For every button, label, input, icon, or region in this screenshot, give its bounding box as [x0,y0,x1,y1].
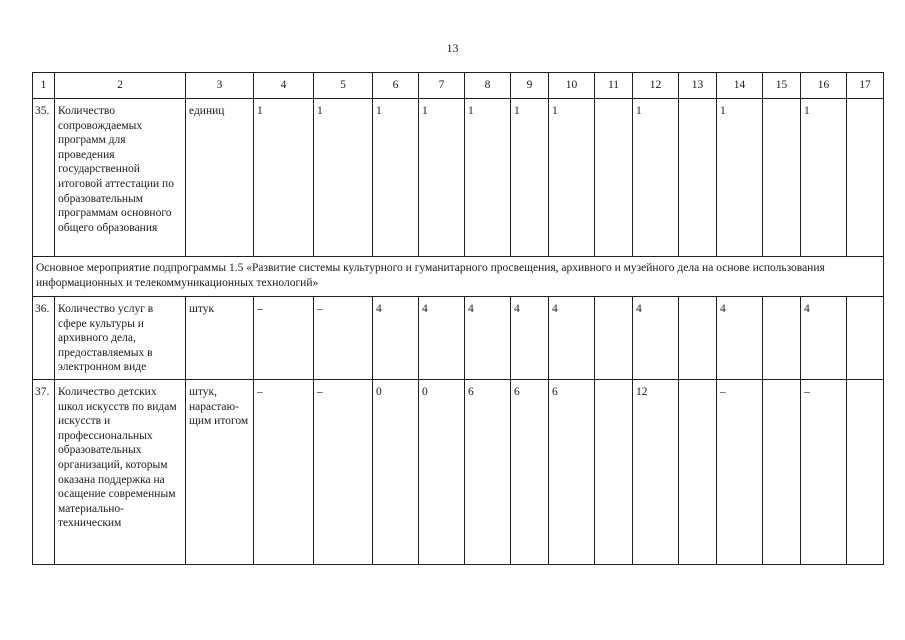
value-cell: 1 [373,99,419,257]
value-cell [847,297,884,380]
value-cell: 1 [511,99,549,257]
value-cell: 4 [633,297,679,380]
table-row [33,99,884,257]
header-cell: 8 [465,73,511,99]
indicator-name: Количество сопровождаемых программ для проведения государственной итоговой аттестации по образовательным программам основного общего образования [55,99,186,257]
header-cell: 16 [801,73,847,99]
value-cell: 1 [254,99,314,257]
page-number: 13 [446,41,459,55]
table-row [33,297,884,380]
value-cell [595,380,633,565]
header-cell: 3 [186,73,254,99]
header-cell: 12 [633,73,679,99]
header-cell: 5 [314,73,373,99]
header-cell: 10 [549,73,595,99]
value-cell [595,99,633,257]
header-cell: 2 [55,73,186,99]
value-cell: – [254,380,314,565]
header-cell: 14 [717,73,763,99]
value-cell [763,297,801,380]
value-cell: 4 [419,297,465,380]
header-cell: 13 [679,73,717,99]
value-cell: 4 [717,297,763,380]
indicator-name: Количество услуг в сфере культуры и архивного дела, предоставляемых в электронном виде [55,297,186,380]
table-row [33,380,884,565]
value-cell: 1 [549,99,595,257]
value-cell: 1 [717,99,763,257]
value-cell: 12 [633,380,679,565]
value-cell: 0 [373,380,419,565]
value-cell [679,380,717,565]
value-cell: 6 [511,380,549,565]
row-number: 37. [33,380,55,565]
value-cell: 6 [549,380,595,565]
indicators-table [32,72,884,565]
section-row [33,257,884,297]
value-cell: 1 [801,99,847,257]
value-cell: 4 [511,297,549,380]
value-cell [847,99,884,257]
unit-cell: единиц [186,99,254,257]
value-cell: 1 [465,99,511,257]
value-cell [763,99,801,257]
value-cell: – [314,297,373,380]
value-cell: 1 [633,99,679,257]
value-cell [595,297,633,380]
header-cell: 17 [847,73,884,99]
value-cell [763,380,801,565]
unit-cell: штук [186,297,254,380]
value-cell: 6 [465,380,511,565]
value-cell: – [254,297,314,380]
header-cell: 1 [33,73,55,99]
value-cell: – [314,380,373,565]
value-cell: 0 [419,380,465,565]
value-cell [679,297,717,380]
row-number: 35. [33,99,55,257]
value-cell: – [801,380,847,565]
header-row [33,73,884,99]
value-cell: 4 [801,297,847,380]
header-cell: 6 [373,73,419,99]
section-title: Основное мероприятие подпрограммы 1.5 «Развитие системы культурного и гуманитарного просвещения, архивного и музейного дела на основе использования информационных и телекоммуникационных технологий» [33,257,884,297]
indicator-name: Количество детских школ искусств по видам искусств и профессиональных образовательных организаций, которым оказана поддержка на осащение современным материально-техническим [55,380,186,565]
value-cell: 1 [314,99,373,257]
value-cell: 4 [549,297,595,380]
header-cell: 11 [595,73,633,99]
header-cell: 15 [763,73,801,99]
unit-cell: штук, нарастаю-щим итогом [186,380,254,565]
header-cell: 4 [254,73,314,99]
row-number: 36. [33,297,55,380]
value-cell: 4 [373,297,419,380]
value-cell [679,99,717,257]
header-cell: 9 [511,73,549,99]
value-cell [847,380,884,565]
value-cell: – [717,380,763,565]
value-cell: 1 [419,99,465,257]
header-cell: 7 [419,73,465,99]
value-cell: 4 [465,297,511,380]
